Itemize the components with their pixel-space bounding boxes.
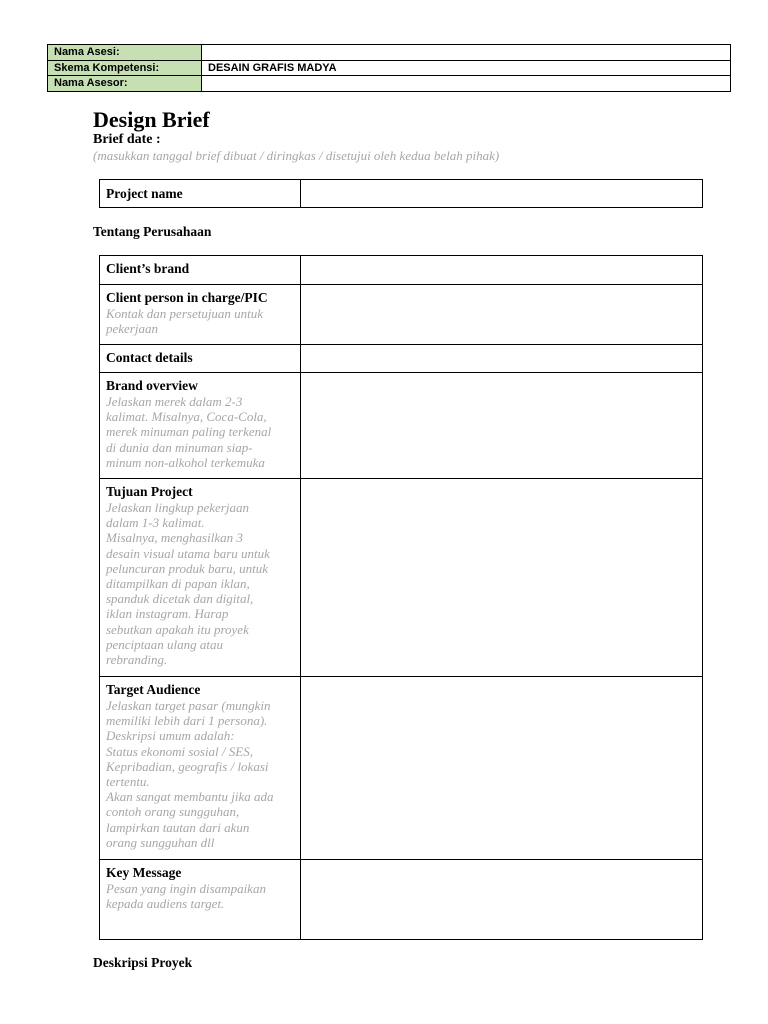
row-label-cell bbox=[100, 860, 301, 940]
row-contact-details bbox=[100, 345, 703, 373]
header-value-asesi[interactable] bbox=[202, 45, 731, 61]
section-heading-project: Deskripsi Proyek bbox=[93, 955, 193, 970]
row-label-cell bbox=[100, 479, 301, 677]
row-client-brand bbox=[100, 256, 703, 285]
row-value-field[interactable] bbox=[301, 373, 703, 479]
header-value-asesor[interactable] bbox=[202, 76, 731, 92]
header-value-skema[interactable]: DESAIN GRAFIS MADYA bbox=[202, 60, 731, 76]
project-name-table bbox=[99, 179, 703, 208]
header-row-asesor bbox=[48, 76, 731, 92]
row-value-field[interactable] bbox=[301, 285, 703, 345]
row-brand-overview bbox=[100, 373, 703, 479]
row-value-field[interactable] bbox=[301, 860, 703, 940]
row-label: Contact details bbox=[106, 350, 193, 365]
page-title: Design Brief bbox=[93, 107, 210, 132]
header-label-skema: Skema Kompetensi: bbox=[48, 60, 202, 76]
row-hint: Jelaskan target pasar (mungkin memiliki lebih dari 1 persona). Deskripsi umum adalah: Status ekonomi sosial / SES, Kepribadian, geografis / lokasi tertentu. Akan sangat membantu jika ada contoh orang sungguhan, lampirkan tautan dari akun orang sungguhan dll bbox=[106, 698, 274, 850]
row-label-cell bbox=[100, 285, 301, 345]
row-label-cell bbox=[100, 345, 301, 373]
row-hint: Jelaskan merek dalam 2-3 kalimat. Misalnya, Coca-Cola, merek minuman paling terkenal di dunia dan minuman siap- minum non-alkohol terkemuka bbox=[106, 394, 272, 470]
project-name-field[interactable] bbox=[301, 180, 703, 208]
section-heading-company: Tentang Perusahaan bbox=[93, 224, 212, 239]
row-client-pic bbox=[100, 285, 703, 345]
company-info-table bbox=[99, 255, 703, 940]
header-label-asesi: Nama Asesi: bbox=[48, 45, 202, 61]
row-value-field[interactable] bbox=[301, 479, 703, 677]
row-label: Client’s brand bbox=[106, 261, 190, 276]
row-tujuan-project bbox=[100, 479, 703, 677]
header-label-asesor: Nama Asesor: bbox=[48, 76, 202, 92]
project-name-row bbox=[100, 180, 703, 208]
row-hint: Jelaskan lingkup pekerjaan dalam 1-3 kalimat. Misalnya, menghasilkan 3 desain visual utama baru untuk peluncuran produk baru, untuk ditampilkan di papan iklan, spanduk dicetak dan digital, iklan instagram. Harap sebutkan apakah itu proyek penciptaan ulang atau rebranding. bbox=[106, 500, 270, 668]
row-value-field[interactable] bbox=[301, 677, 703, 860]
project-name-label: Project name bbox=[100, 180, 301, 208]
row-label: Key Message bbox=[106, 865, 182, 880]
row-label: Tujuan Project bbox=[106, 484, 193, 499]
row-value-field[interactable] bbox=[301, 256, 703, 285]
row-label: Client person in charge/PIC bbox=[106, 290, 268, 305]
row-value-field[interactable] bbox=[301, 345, 703, 373]
row-hint: Pesan yang ingin disampaikan kepada audiens target. bbox=[106, 881, 266, 912]
row-target-audience bbox=[100, 677, 703, 860]
row-label-cell bbox=[100, 373, 301, 479]
brief-date-hint: (masukkan tanggal brief dibuat / diringkas / disetujui oleh kedua belah pihak) bbox=[93, 148, 500, 163]
row-label: Target Audience bbox=[106, 682, 201, 697]
assessment-header-table bbox=[47, 44, 731, 92]
row-label: Brand overview bbox=[106, 378, 198, 393]
row-key-message bbox=[100, 860, 703, 940]
header-row-asesi bbox=[48, 45, 731, 61]
row-label-cell bbox=[100, 256, 301, 285]
brief-date-label: Brief date : bbox=[93, 132, 161, 147]
row-label-cell bbox=[100, 677, 301, 860]
row-hint: Kontak dan persetujuan untuk pekerjaan bbox=[106, 306, 264, 337]
header-row-skema bbox=[48, 60, 731, 76]
